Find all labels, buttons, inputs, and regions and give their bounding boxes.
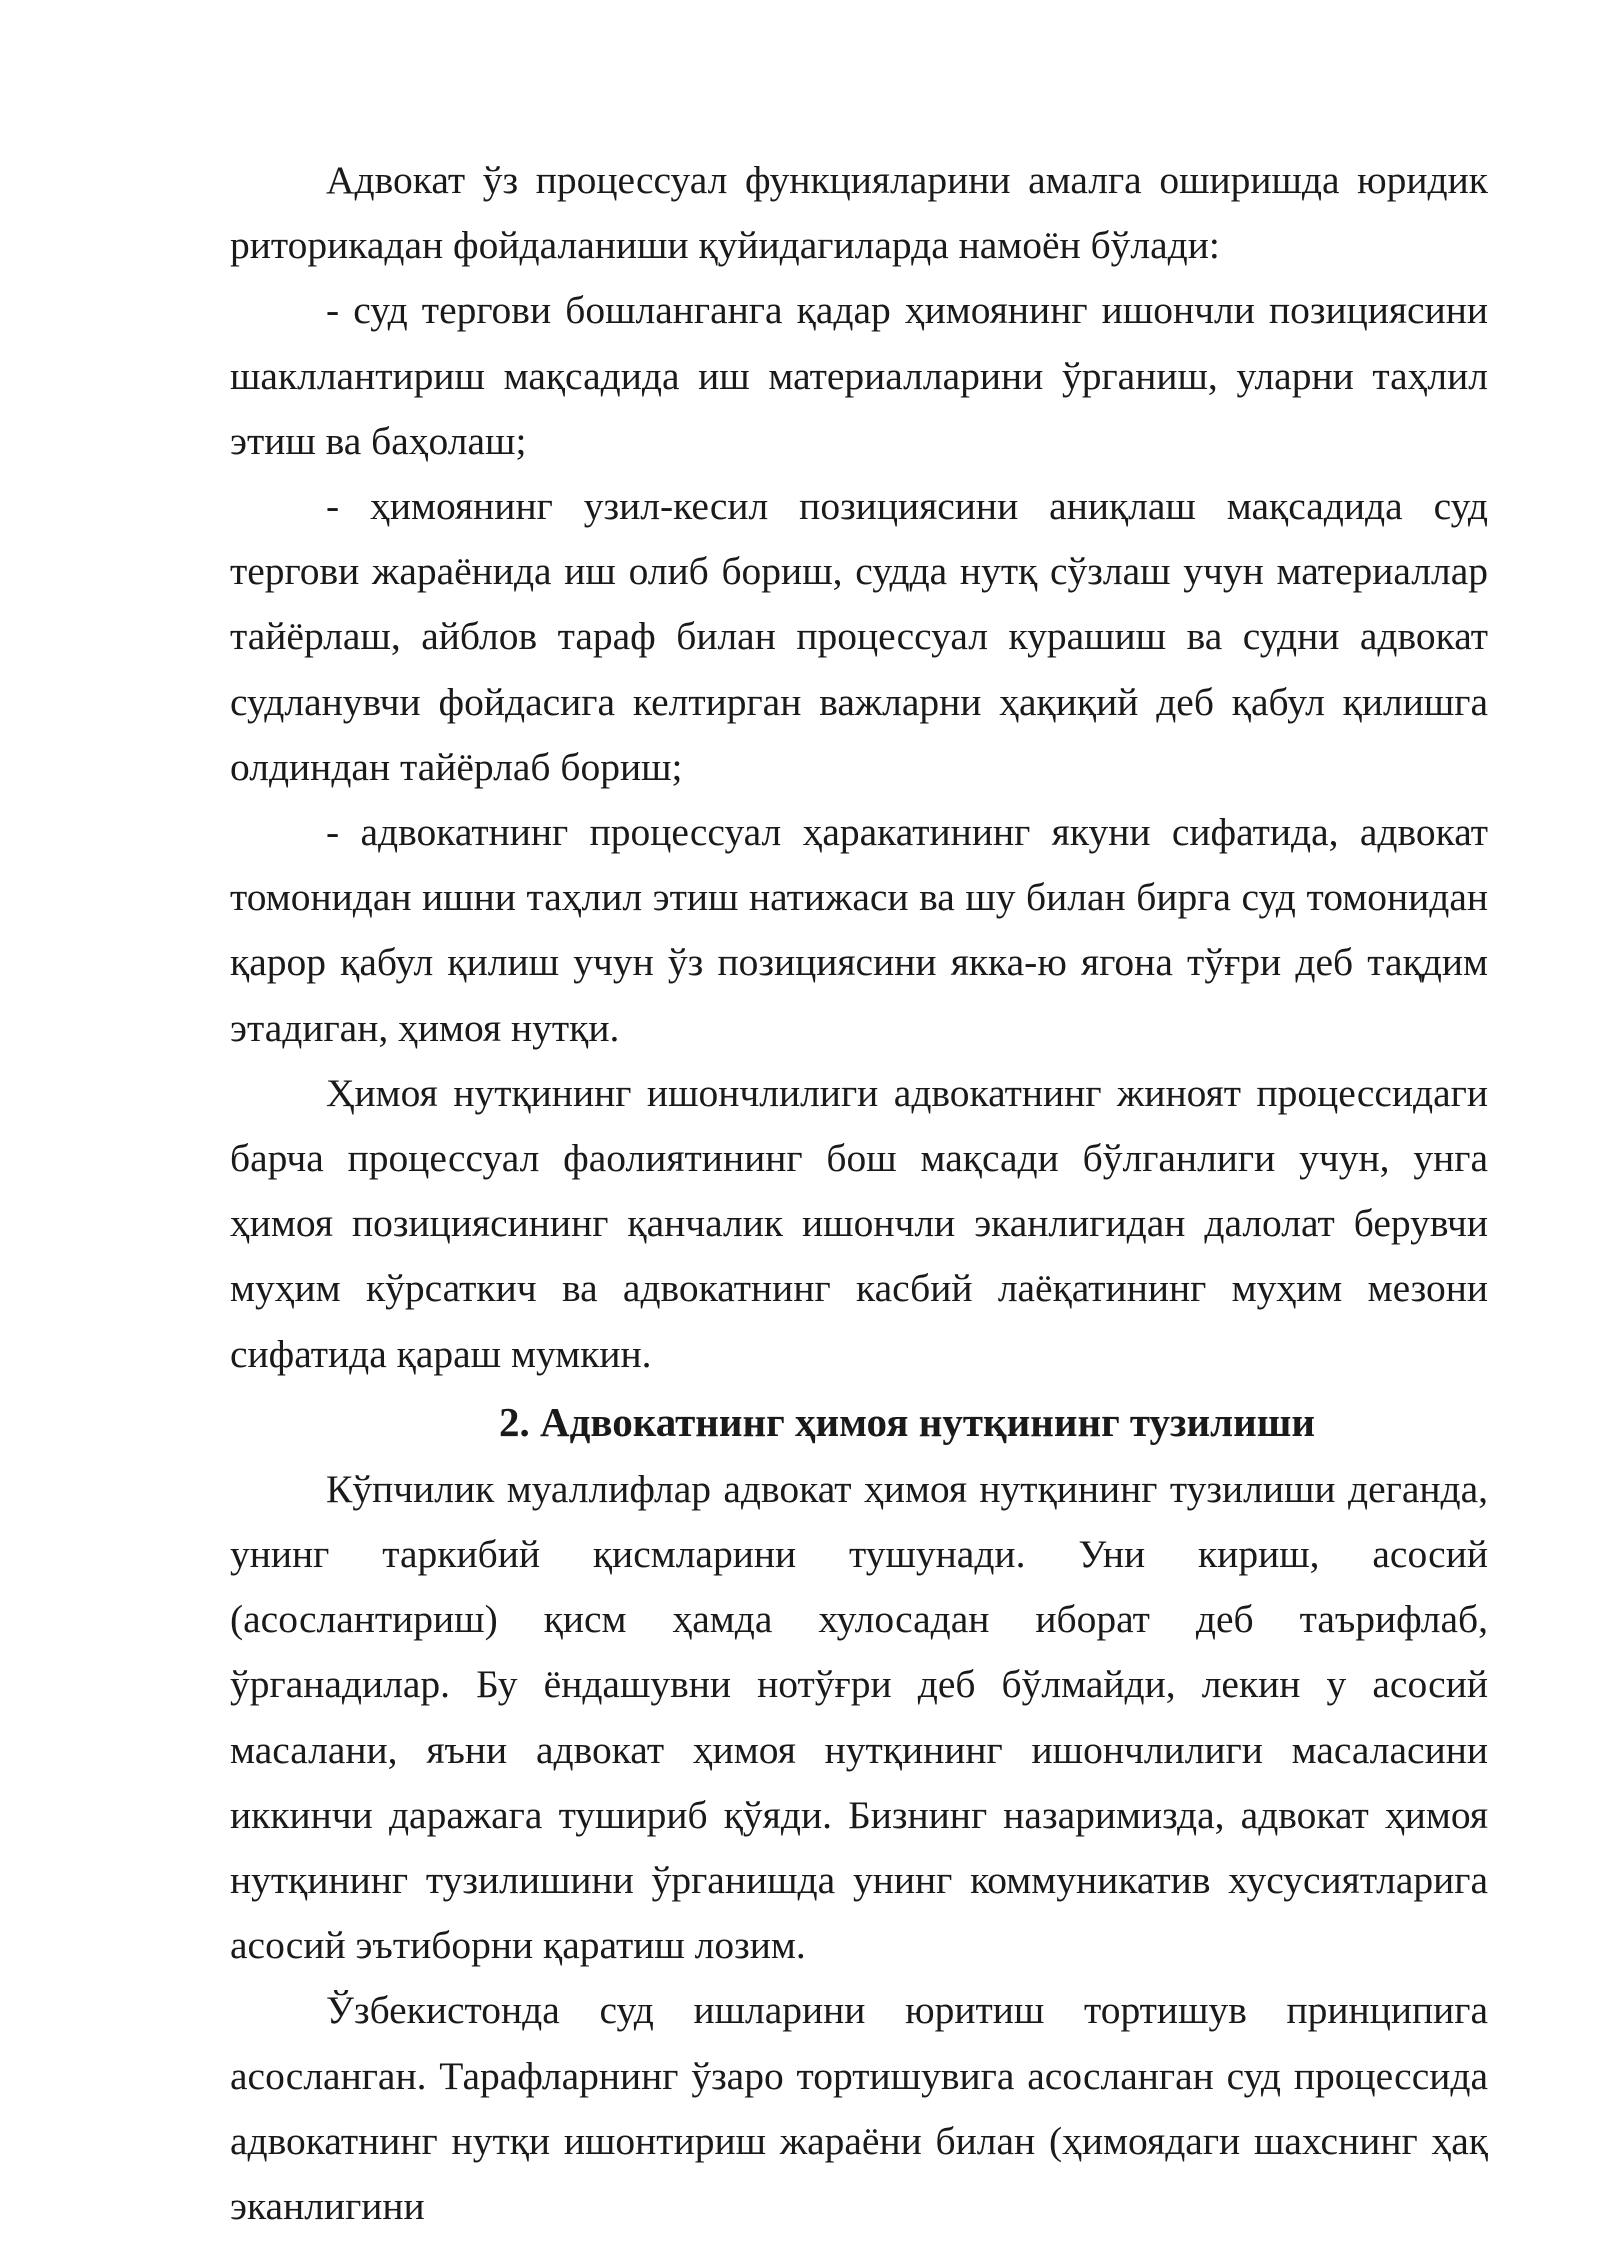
paragraph-intro: Адвокат ўз процессуал функцияларини амалга оширишда юридик риторикадан фойдаланиши қуйидагиларда намоён бўлади:: [230, 158, 1488, 268]
paragraph-adversarial-principle: Ўзбекистонда суд ишларини юритиш тортишув принципига асосланган. Тарафларнинг ўзаро тортишувига асосланган суд процессида адвокатнинг нутқи ишонтириш жараёни билан (ҳимоядаги шахснинг ҳақ эканлигини: [230, 1988, 1488, 2229]
list-item-study-materials: - суд тергови бошланганга қадар ҳимоянинг ишончли позициясини шакллантириш мақсадида иш материалларини ўрганиш, уларни таҳлил этиш ва баҳолаш;: [230, 288, 1488, 463]
list-item-final-position: - ҳимоянинг узил-кесил позициясини аниқлаш мақсадида суд тергови жараёнида иш олиб бориш, судда нутқ сўзлаш учун материаллар тайёрлаш, айблов тараф билан процессуал курашиш ва судни адвокат судланувчи фойдасига келтирган важларни ҳақиқий деб қабул қилишга олдиндан тайёрлаб бориш;: [230, 484, 1488, 789]
list-item-defense-speech: - адвокатнинг процессуал ҳаракатининг якуни сифатида, адвокат томонидан ишни таҳлил этиш натижаси ва шу билан бирга суд томонидан қарор қабул қилиш учун ўз позициясини якка-ю ягона тўғри деб тақдим этадиган, ҳимоя нутқи.: [230, 810, 1488, 1050]
paragraph-reliability: Ҳимоя нутқининг ишончлилиги адвокатнинг жиноят процессидаги барча процессуал фаолиятининг бош мақсади бўлганлиги учун, унга ҳимоя позициясининг қанчалик ишончли эканлигидан далолат берувчи муҳим кўрсаткич ва адвокатнинг касбий лаёқатининг муҳим мезони сифатида қараш мумкин.: [230, 1070, 1488, 1376]
section-heading: 2. Адвокатнинг ҳимоя нутқининг тузилиши: [499, 1398, 1315, 1445]
paragraph-structure: Кўпчилик муаллифлар адвокат ҳимоя нутқининг тузилиши деганда, унинг таркибий қисмларини тушунади. Уни кириш, асосий (асослантириш) қисм ҳамда хулосадан иборат деб таърифлаб, ўрганадилар. Бу ёндашувни нотўғри деб бўлмайди, лекин у асосий масалани, яъни адвокат ҳимоя нутқининг ишончлилиги масаласини иккинчи даражага тушириб қўяди. Бизнинг назаримизда, адвокат ҳимоя нутқининг тузилишини ўрганишда унинг коммуникатив хусусиятларига асосий эътиборни қаратиш лозим.: [230, 1466, 1488, 1968]
document-page: [230, 148, 1488, 2239]
